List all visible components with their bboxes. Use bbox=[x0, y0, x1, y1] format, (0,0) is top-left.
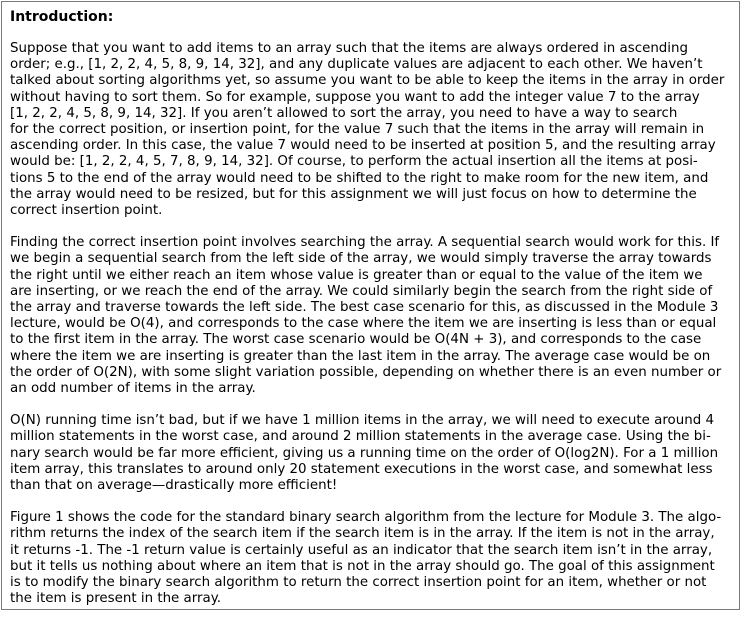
paragraph-line: the right until we either reach an item whose value is greater than or equal to the value of the item we bbox=[10, 267, 703, 283]
paragraph-line: lecture, would be O(4), and corresponds to the case where the item we are inserting is less than or equal bbox=[10, 316, 717, 332]
paragraph-line: an odd number of items in the array. bbox=[10, 381, 256, 397]
paragraph-line: million statements in the worst case, and around 2 million statements in the average case. Using the bi- bbox=[10, 429, 711, 445]
paragraph-line: the array and traverse towards the left side. The best case scenario for this, as discussed in the Module 3 bbox=[10, 300, 719, 316]
paragraph-line: it returns -1. The -1 return value is certainly useful as an indicator that the search item isn’t in the array, bbox=[10, 542, 713, 558]
paragraph bbox=[10, 41, 734, 219]
paragraph-line: the item is present in the array. bbox=[10, 591, 222, 607]
paragraph-line: ascending order. In this case, the value 7 would need to be inserted at position 5, and the resulting array bbox=[10, 138, 716, 154]
paragraph-line: is to modify the binary search algorithm to return the correct insertion point for an item, whether or not bbox=[10, 575, 707, 591]
paragraph-line: without having to sort them. So for example, suppose you want to add the integer value 7 to the array bbox=[10, 89, 700, 105]
paragraph-line: Finding the correct insertion point involves searching the array. A sequential search would work for this. If bbox=[10, 235, 720, 251]
paragraph-line: rithm returns the index of the search item if the search item is in the array. If the item is not in the array, bbox=[10, 526, 715, 542]
paragraph-line: for the correct position, or insertion point, for the value 7 such that the items in the array will remain in bbox=[10, 122, 705, 138]
paragraph-line: talked about sorting algorithms yet, so assume you want to be able to keep the items in the array in order bbox=[10, 73, 725, 89]
paragraph bbox=[10, 235, 734, 397]
paragraph-line: would be: [1, 2, 2, 4, 5, 7, 8, 9, 14, 32]. Of course, to perform the actual insertion all the items at posi- bbox=[10, 154, 698, 170]
paragraph-line: Figure 1 shows the code for the standard binary search algorithm from the lecture for Module 3. The algo- bbox=[10, 510, 722, 526]
paragraph-line: but it tells us nothing about where an item that is not in the array should go. The goal of this assignment bbox=[10, 558, 715, 574]
paragraph-line: O(N) running time isn’t bad, but if we have 1 million items in the array, we will need to execute around 4 bbox=[10, 413, 714, 429]
paragraph-line: where the item we are inserting is greater than the last item in the array. The average case would be on bbox=[10, 348, 711, 364]
section-heading: Introduction: bbox=[10, 9, 114, 25]
paragraph-line: Suppose that you want to add items to an array such that the items are always ordered in ascending bbox=[10, 41, 689, 56]
paragraph-line: are inserting, or we reach the end of the array. We could similarly begin the search from the right side of bbox=[10, 283, 713, 299]
paragraph-line: order; e.g., [1, 2, 2, 4, 5, 8, 9, 14, 32], and any duplicate values are adjacent to each other. We haven’t bbox=[10, 57, 703, 73]
document-frame bbox=[1, 1, 740, 610]
document-content bbox=[10, 8, 734, 624]
paragraph-list bbox=[10, 41, 734, 608]
paragraph-line: nary search would be far more efficient, giving us a running time on the order of O(log2N). For a 1 million bbox=[10, 445, 719, 461]
paragraph-line: the array would need to be resized, but for this assignment we will just focus on how to determine the bbox=[10, 186, 697, 202]
paragraph-line: to the first item in the array. The worst case scenario would be O(4N + 3), and corresponds to the case bbox=[10, 332, 702, 348]
paragraph-line: correct insertion point. bbox=[10, 203, 163, 219]
paragraph-line: we begin a sequential search from the left side of the array, we would simply traverse the array towards bbox=[10, 251, 712, 267]
paragraph-line: the order of O(2N), with some slight variation possible, depending on whether there is an even number or bbox=[10, 364, 722, 380]
paragraph-line: tions 5 to the end of the array would need to be shifted to the right to make room for the new item, and bbox=[10, 170, 709, 186]
paragraph-line: than that on average—drastically more efficient! bbox=[10, 478, 338, 494]
paragraph-line: [1, 2, 2, 4, 5, 8, 9, 14, 32]. If you aren’t allowed to sort the array, you need to have a way to search bbox=[10, 105, 678, 121]
paragraph-line: item array, this translates to around only 20 statement executions in the worst case, and somewhat less bbox=[10, 461, 713, 477]
paragraph bbox=[10, 510, 734, 607]
paragraph bbox=[10, 413, 734, 494]
